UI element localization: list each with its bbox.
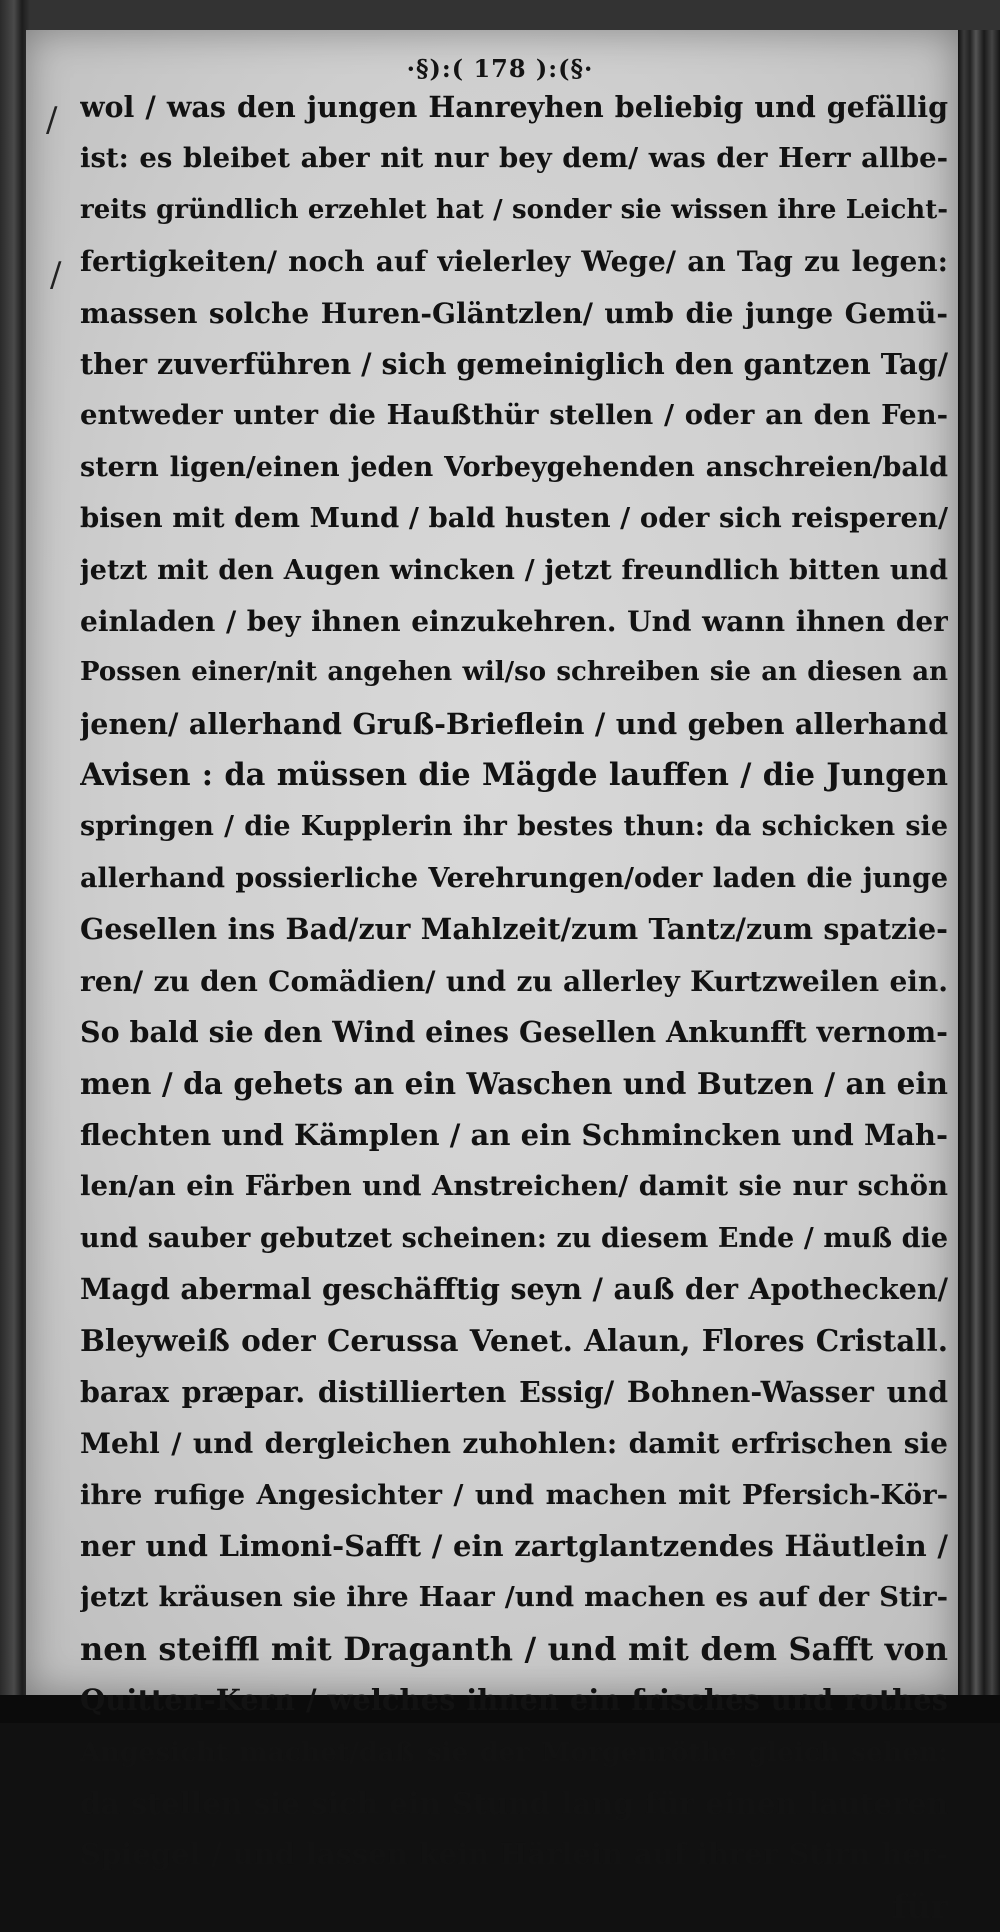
- text-line: Possen einer/nit angehen wil/so schreiben sie an diesen an: [80, 657, 948, 688]
- text-line: reits gründlich erzehlet hat / sonder sie wissen ihre Leicht-: [80, 194, 948, 225]
- text-line: men / da gehets an ein Waschen und Butzen / an ein: [80, 1066, 948, 1102]
- text-line: allerhand possierliche Verehrungen/oder laden die junge: [80, 862, 948, 894]
- text-line: ren/ zu den Comädien/ und zu allerley Kurtzweilen ein.: [80, 964, 948, 998]
- text-line: Quitten-Kern / welches ihnen ein frisches und rothes: [80, 1683, 948, 1718]
- text-line: len/an ein Färben und Anstreichen/ damit sie nur schön: [80, 1170, 948, 1203]
- text-line: jetzt mit den Augen wincken / jetzt freundlich bitten und: [80, 554, 948, 586]
- text-line: flechten und Kämplen / an ein Schmincken und Mah-: [80, 1117, 948, 1152]
- page-edge: [958, 30, 1000, 1695]
- text-line: Gesellen ins Bad/zur Mahlzeit/zum Tantz/zum spatzie-: [80, 912, 948, 947]
- text-line: bisen mit dem Mund / bald husten / oder sich reisperen/: [80, 502, 948, 535]
- body-text: [80, 82, 948, 1932]
- text-line: ihre rufige Angesichter / und machen mit Pfersich-Kör-: [80, 1478, 948, 1511]
- text-line: fertigkeiten/ noch auf vielerley Wege/ an Tag zu legen:: [80, 245, 948, 279]
- margin-mark: /: [50, 255, 62, 295]
- text-line: So bald sie den Wind eines Gesellen Ankunfft vernom-: [80, 1015, 948, 1050]
- text-line: Angesicht machet/daß sie der Morgenröthe gleich sehen:: [80, 1736, 948, 1768]
- text-line: für: [892, 1886, 948, 1926]
- text-line: Magd abermal geschäfftig seyn / auß der Apothecken/: [80, 1271, 948, 1306]
- text-line: Mehl / und dergleichen zuhohlen: damit erfrischen sie: [80, 1427, 948, 1461]
- text-line: jetzt kräusen sie ihre Haar /und machen es auf der Stir-: [80, 1581, 948, 1614]
- text-line: stern ligen/einen jeden Vorbeygehenden anschreien/bald: [80, 451, 948, 483]
- text-line: Spiegel / und lassen kein Härlein auf ihrer Stirn her-: [80, 1837, 948, 1872]
- text-line: ner und Limoni-Safft / ein zartglantzendes Häutlein /: [80, 1528, 948, 1563]
- text-line: einladen / bey ihnen einzukehren. Und wann ihnen der: [80, 604, 948, 638]
- text-line: massen solche Huren-Gläntzlen/ umb die junge Gemü-: [80, 296, 948, 330]
- text-line: nen steiffl mit Draganth / und mit dem Safft von: [80, 1629, 948, 1668]
- text-line: Avisen : da müssen die Mägde lauffen / die Jungen: [80, 757, 948, 794]
- text-line: wol / was den jungen Hanreyhen beliebig und gefällig: [80, 90, 948, 124]
- text-line: barax præpar. distillierten Essig/ Bohnen-Wasser und: [80, 1374, 948, 1409]
- text-line: da stellen sie sich ein Stund lang für einen lauteren: [80, 1785, 948, 1821]
- margin-mark: /: [46, 100, 58, 140]
- text-line: ist: es bleibet aber nit nur bey dem/ was der Herr allbe-: [80, 142, 948, 175]
- page-header: ·§):( 178 ):(§·: [406, 54, 594, 83]
- text-line: und sauber gebutzet scheinen: zu diesem Ende / muß die: [80, 1222, 948, 1254]
- text-line: Bleyweiß oder Cerussa Venet. Alaun, Flores Cristall.: [80, 1323, 948, 1359]
- text-line: ther zuverführen / sich gemeiniglich den gantzen Tag/: [80, 346, 948, 381]
- text-line: springen / die Kupplerin ihr bestes thun: da schicken sie: [80, 811, 948, 843]
- text-line: jenen/ allerhand Gruß-Brieflein / und geben allerhand: [80, 706, 948, 741]
- text-line: entweder unter die Haußthür stellen / oder an den Fen-: [80, 399, 948, 432]
